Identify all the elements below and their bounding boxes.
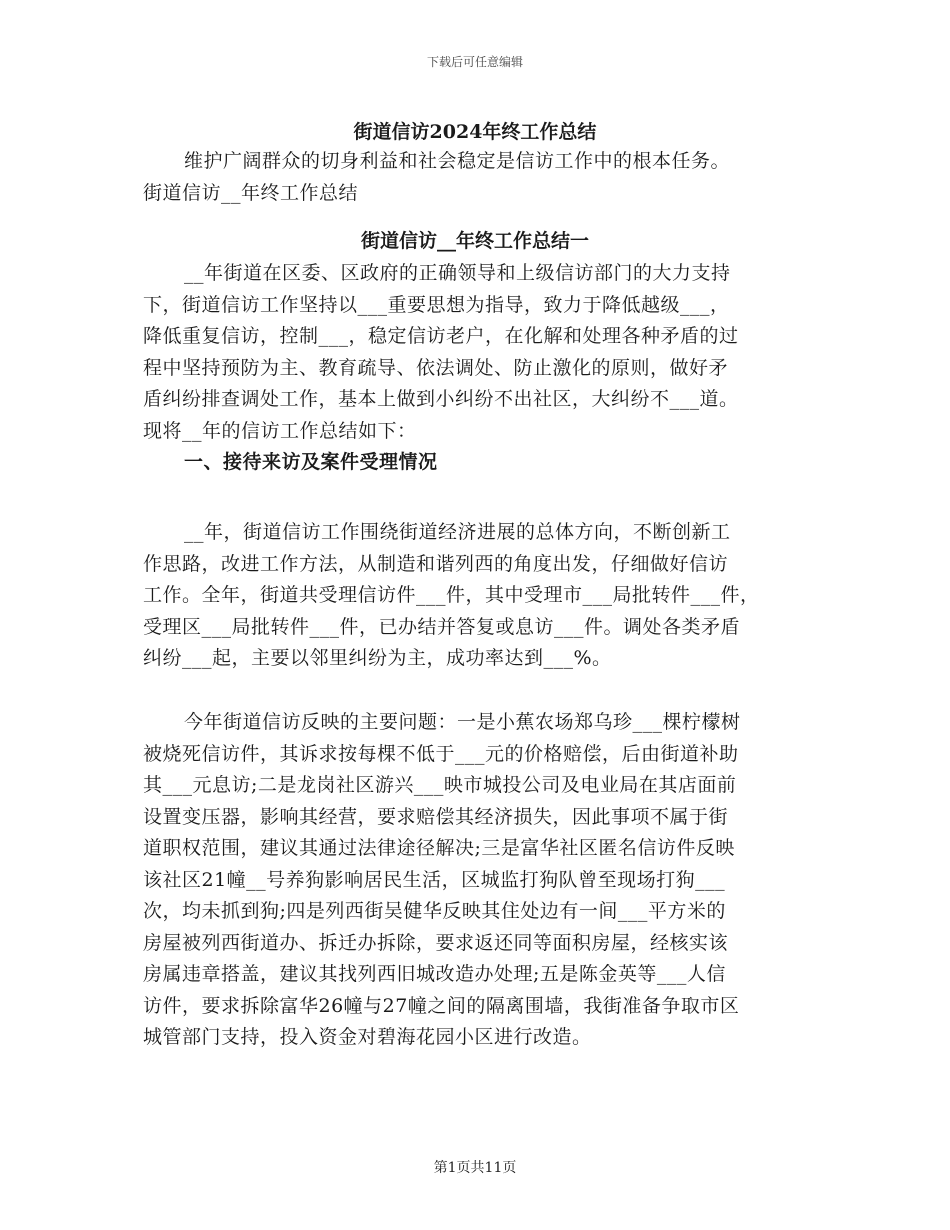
paragraph-line: 次，均未抓到狗;四是列西街吴健华反映其住处边有一间___平方米的 xyxy=(143,900,726,922)
paragraph-line: 工作。全年，街道共受理信访件___件，其中受理市___局批转件___件， xyxy=(143,584,760,606)
paragraph-3 xyxy=(143,707,809,1054)
paragraph-line: 访件，要求拆除富华26幢与27幢之间的隔离围墙，我街准备争取市区 xyxy=(143,994,740,1017)
paragraph-line: 程中坚持预防为主、教育疏导、依法调处、防止激化的原则，做好矛 xyxy=(143,356,729,379)
paragraph-line: 城管部门支持，投入资金对碧海花园小区进行改造。 xyxy=(143,1026,592,1048)
paragraph-line: 现将__年的信访工作总结如下： xyxy=(143,419,417,442)
paragraph-line: 道职权范围，建议其通过法律途径解决;三是富华社区匿名信访件反映 xyxy=(143,837,735,859)
paragraph-line: __年，街道信访工作围绕街道经济进展的总体方向，不断创新工 xyxy=(184,521,731,543)
document-title: 街道信访2024年终工作总结 xyxy=(353,121,597,143)
paragraph-line: 下，街道信访工作坚持以___重要思想为指导，致力于降低越级___， xyxy=(143,293,730,316)
intro-block xyxy=(143,146,809,209)
paragraph-line: 其___元息访;二是龙岗社区游兴___映市城投公司及电业局在其店面前 xyxy=(143,774,737,796)
paragraph-line: __年街道在区委、区政府的正确领导和上级信访部门的大力支持 xyxy=(184,262,731,284)
paragraph-line: 该社区21幢__号养狗影响居民生活，区城监打狗队曾至现场打狗___ xyxy=(143,868,726,891)
paragraph-line: 房屋被列西街道办、拆迁办拆除，要求返还同等面积房屋，经核实该 xyxy=(143,931,729,954)
paragraph-line: 被烧死信访件，其诉求按每棵不低于___元的价格赔偿，后由街道补助 xyxy=(143,742,739,765)
section-heading: 一、接待来访及案件受理情况 xyxy=(184,451,438,473)
header-note: 下载后可任意编辑 xyxy=(426,55,523,69)
paragraph-line: 降低重复信访，控制___，稳定信访老户，在化解和处理各种矛盾的过 xyxy=(143,325,739,347)
paragraph-line: 纠纷___起，主要以邻里纠纷为主，成功率达到___%。 xyxy=(143,647,612,669)
intro-line-1: 维护广阔群众的切身利益和社会稳定是信访工作中的根本任务。 xyxy=(184,150,731,172)
paragraph-line: 盾纠纷排查调处工作，基本上做到小纠纷不出社区，大纠纷不___道。 xyxy=(143,388,739,410)
paragraph-line: 设置变压器，影响其经营，要求赔偿其经济损失，因此事项不属于街 xyxy=(143,805,729,828)
paragraph-1 xyxy=(143,258,809,479)
intro-line-2: 街道信访__年终工作总结 xyxy=(143,181,359,204)
paragraph-line: 受理区___局批转件___件，已办结并答复或息访___件。调处各类矛盾 xyxy=(143,615,741,638)
page-footer: 第1页共11页 xyxy=(433,1160,517,1176)
paragraph-line: 房属违章搭盖，建议其找列西旧城改造办处理;五是陈金英等___人信 xyxy=(143,963,726,985)
section-subtitle: 街道信访__年终工作总结一 xyxy=(360,230,589,252)
paragraph-2 xyxy=(143,517,809,675)
paragraph-line: 今年街道信访反映的主要问题：一是小蕉农场郑乌珍___棵柠檬树 xyxy=(184,711,741,733)
paragraph-line: 作思路，改进工作方法，从制造和谐列西的角度出发，仔细做好信访 xyxy=(143,552,729,575)
